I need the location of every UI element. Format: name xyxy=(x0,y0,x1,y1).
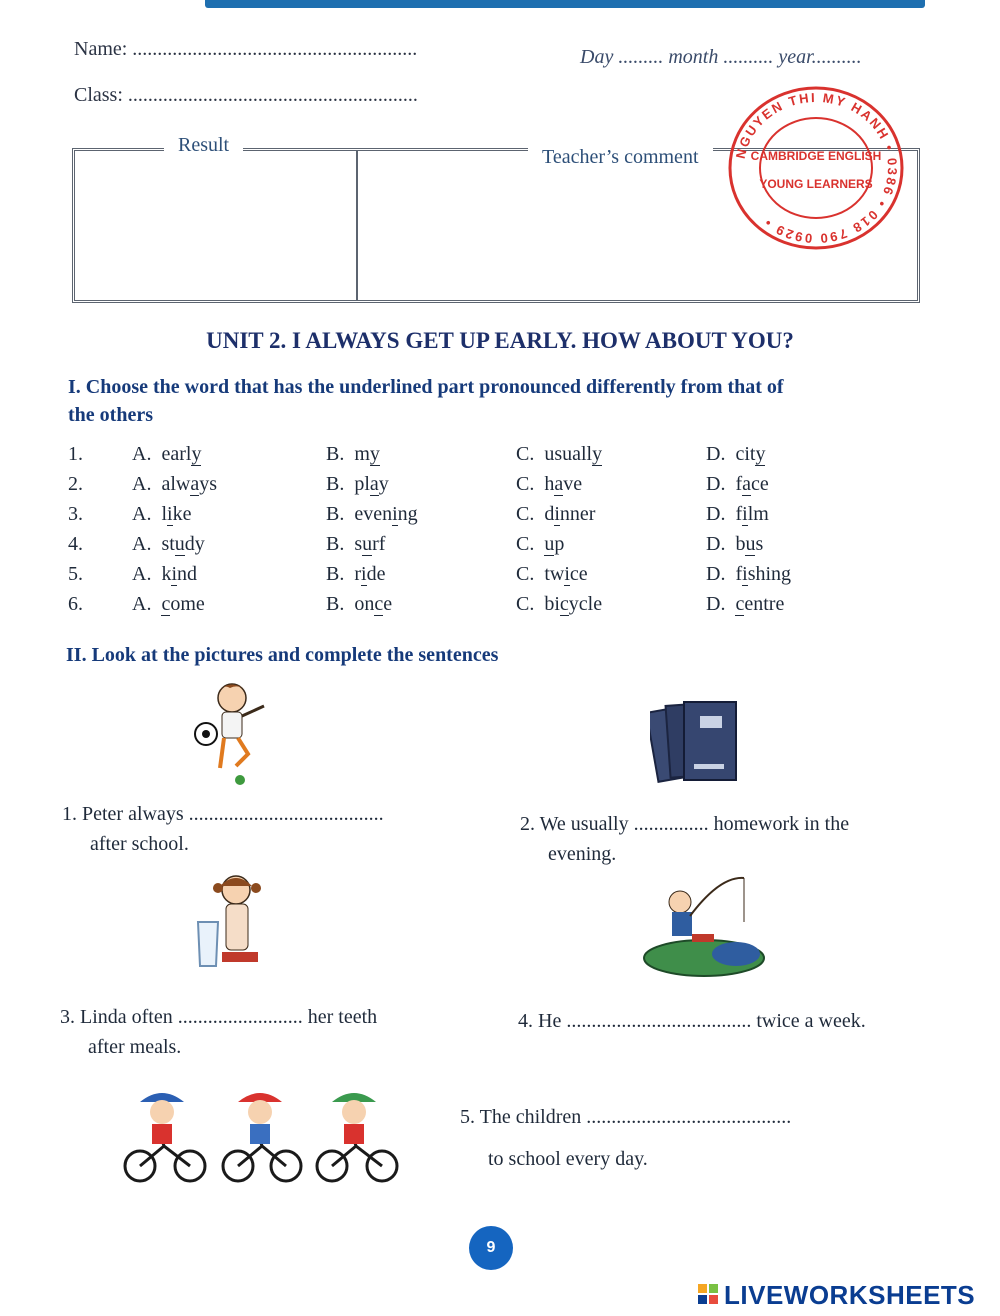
word-suffix: ome xyxy=(170,593,205,615)
option-letter: C. xyxy=(516,563,535,585)
option-b[interactable] xyxy=(326,593,392,616)
option-a[interactable] xyxy=(132,563,197,586)
word-prefix: usuall xyxy=(544,443,593,465)
sentence-1-line2: after school. xyxy=(90,833,189,855)
word-suffix: de xyxy=(366,563,386,585)
teacher-comment-label: Teacher’s comment xyxy=(528,146,713,169)
result-label: Result xyxy=(164,134,243,157)
option-letter: D. xyxy=(706,593,726,615)
underlined-part: i xyxy=(361,563,367,585)
option-a[interactable] xyxy=(132,503,191,526)
option-letter: D. xyxy=(706,533,726,555)
word-prefix: tw xyxy=(544,563,565,585)
question-number: 6. xyxy=(68,593,83,615)
option-letter: B. xyxy=(326,593,345,615)
page-number-badge: 9 xyxy=(469,1226,513,1270)
word-suffix: y xyxy=(378,473,389,495)
word-suffix: e xyxy=(383,593,393,615)
option-letter: A. xyxy=(132,533,152,555)
word-prefix: d xyxy=(544,503,555,525)
question-number: 1. xyxy=(68,443,83,465)
option-b[interactable] xyxy=(326,563,385,586)
underlined-part: u xyxy=(745,533,756,555)
underlined-part: y xyxy=(755,443,766,465)
underlined-part: i xyxy=(392,503,398,525)
word-prefix: cit xyxy=(735,443,756,465)
word-suffix: p xyxy=(554,533,565,555)
underlined-part: i xyxy=(171,563,178,585)
sentence-2-line2: evening. xyxy=(548,843,617,865)
word-suffix: dy xyxy=(184,533,205,555)
word-suffix: rf xyxy=(372,533,386,555)
word-suffix: ng xyxy=(397,503,418,525)
word-prefix: k xyxy=(161,563,172,585)
underlined-part: c xyxy=(735,593,745,615)
underlined-part: i xyxy=(564,563,570,585)
option-letter: C. xyxy=(516,593,535,615)
underlined-part: c xyxy=(559,593,569,615)
question-number: 3. xyxy=(68,503,83,525)
word-suffix: ve xyxy=(563,473,583,495)
children-cycling-image xyxy=(120,1086,406,1184)
option-d[interactable] xyxy=(706,563,791,586)
word-suffix: shing xyxy=(747,563,792,585)
liveworksheets-brand[interactable]: LIVEWORKSHEETS xyxy=(724,1280,976,1310)
option-letter: D. xyxy=(706,443,726,465)
option-letter: A. xyxy=(132,473,152,495)
question-number: 5. xyxy=(68,563,83,585)
svg-text:CAMBRIDGE ENGLISH: CAMBRIDGE ENGLISH xyxy=(750,149,882,163)
word-suffix: ys xyxy=(199,473,218,495)
word-prefix: bi xyxy=(544,593,560,615)
option-letter: A. xyxy=(132,563,152,585)
section2-heading: II. Look at the pictures and complete the sentences xyxy=(66,644,499,666)
stamp-seal xyxy=(724,80,910,252)
section1-heading-line2: the others xyxy=(68,404,153,426)
option-letter: D. xyxy=(706,473,726,495)
name-field[interactable]: Name: ......................................................... xyxy=(74,38,418,60)
option-letter: A. xyxy=(132,593,152,615)
underlined-part: a xyxy=(190,473,200,495)
word-suffix: s xyxy=(755,533,764,555)
word-prefix: st xyxy=(161,533,175,555)
word-suffix: ycle xyxy=(568,593,603,615)
boy-fishing-image xyxy=(640,872,770,980)
word-suffix: entre xyxy=(744,593,785,615)
sentence-3-line1[interactable]: 3. Linda often ......................... her teeth xyxy=(60,1006,378,1028)
unit-title: UNIT 2. I ALWAYS GET UP EARLY. HOW ABOUT YOU? xyxy=(206,328,794,353)
option-b[interactable] xyxy=(326,533,385,556)
word-prefix: alw xyxy=(161,473,191,495)
option-d[interactable] xyxy=(706,503,769,526)
option-letter: A. xyxy=(132,443,152,465)
svg-text:YOUNG LEARNERS: YOUNG LEARNERS xyxy=(759,177,873,191)
sentence-2-line1[interactable]: 2. We usually ............... homework in the xyxy=(520,813,850,835)
sentence-3-line2: after meals. xyxy=(88,1036,182,1058)
option-b[interactable] xyxy=(326,503,418,526)
option-d[interactable] xyxy=(706,473,769,496)
underlined-part: u xyxy=(544,533,555,555)
option-c[interactable] xyxy=(516,473,582,496)
underlined-part: u xyxy=(362,533,373,555)
sentence-4-line1[interactable]: 4. He ..................................... twice a week. xyxy=(518,1010,866,1032)
underlined-part: u xyxy=(174,533,185,555)
option-c[interactable] xyxy=(516,503,595,526)
option-b[interactable] xyxy=(326,443,380,466)
underlined-part: i xyxy=(167,503,173,525)
option-d[interactable] xyxy=(706,443,765,466)
option-letter: C. xyxy=(516,443,535,465)
option-d[interactable] xyxy=(706,593,784,616)
option-c[interactable] xyxy=(516,563,588,586)
underlined-part: i xyxy=(742,503,748,525)
underlined-part: i xyxy=(742,563,748,585)
word-prefix: on xyxy=(354,593,375,615)
question-number: 2. xyxy=(68,473,83,495)
option-letter: B. xyxy=(326,533,345,555)
word-prefix: l xyxy=(161,503,168,525)
class-field[interactable]: Class: .......................................................... xyxy=(74,84,418,106)
underlined-part: y xyxy=(592,443,603,465)
sentence-5-line1[interactable]: 5. The children ......................................... xyxy=(460,1106,792,1128)
option-letter: C. xyxy=(516,503,535,525)
liveworksheets-logo-icon xyxy=(698,1284,718,1304)
underlined-part: y xyxy=(191,443,202,465)
option-a[interactable] xyxy=(132,443,201,466)
option-letter: B. xyxy=(326,443,345,465)
word-prefix: r xyxy=(354,563,362,585)
option-letter: B. xyxy=(326,473,345,495)
sentence-5-line2: to school every day. xyxy=(488,1148,648,1170)
girl-brushing-teeth-image xyxy=(190,866,280,976)
word-prefix: earl xyxy=(161,443,192,465)
word-prefix: m xyxy=(354,443,370,465)
option-letter: D. xyxy=(706,563,726,585)
underlined-part: a xyxy=(554,473,564,495)
top-rule xyxy=(205,0,925,8)
word-suffix: lm xyxy=(747,503,769,525)
word-prefix: f xyxy=(735,503,743,525)
option-letter: B. xyxy=(326,503,345,525)
option-c[interactable] xyxy=(516,443,602,466)
word-prefix: s xyxy=(354,533,363,555)
underlined-part: a xyxy=(369,473,379,495)
word-suffix: nd xyxy=(177,563,198,585)
word-suffix: ce xyxy=(569,563,588,585)
option-c[interactable] xyxy=(516,593,602,616)
word-prefix: h xyxy=(544,473,555,495)
option-d[interactable] xyxy=(706,533,763,556)
option-letter: C. xyxy=(516,473,535,495)
notebooks-image xyxy=(650,694,742,788)
underlined-part: c xyxy=(161,593,171,615)
option-letter: C. xyxy=(516,533,535,555)
word-suffix: ce xyxy=(751,473,769,495)
word-suffix: ke xyxy=(172,503,192,525)
option-a[interactable] xyxy=(132,473,217,496)
section1-heading-line1: I. Choose the word that has the underlined part pronounced differently from that of xyxy=(68,376,784,398)
box-divider xyxy=(356,150,358,300)
underlined-part: i xyxy=(554,503,560,525)
option-letter: D. xyxy=(706,503,726,525)
sentence-1-line1[interactable]: 1. Peter always ....................................... xyxy=(62,803,384,825)
option-b[interactable] xyxy=(326,473,389,496)
word-prefix: even xyxy=(354,503,393,525)
boy-playing-football-image xyxy=(190,676,280,788)
word-prefix: f xyxy=(735,473,743,495)
question-number: 4. xyxy=(68,533,83,555)
underlined-part: y xyxy=(369,443,380,465)
option-c[interactable] xyxy=(516,533,564,556)
underlined-part: c xyxy=(374,593,384,615)
word-suffix: nner xyxy=(559,503,596,525)
underlined-part: a xyxy=(742,473,752,495)
word-prefix: f xyxy=(735,563,743,585)
word-prefix: pl xyxy=(354,473,370,495)
date-field[interactable]: Day ......... month .......... year.......... xyxy=(580,46,862,68)
option-letter: A. xyxy=(132,503,152,525)
svg-text:NGUYEN THI MY HANH • 0386 • 01: NGUYEN THI MY HANH • 0386 • 018 790 0929 • xyxy=(732,89,901,247)
word-prefix: b xyxy=(735,533,746,555)
option-a[interactable] xyxy=(132,593,205,616)
option-a[interactable] xyxy=(132,533,205,556)
option-letter: B. xyxy=(326,563,345,585)
